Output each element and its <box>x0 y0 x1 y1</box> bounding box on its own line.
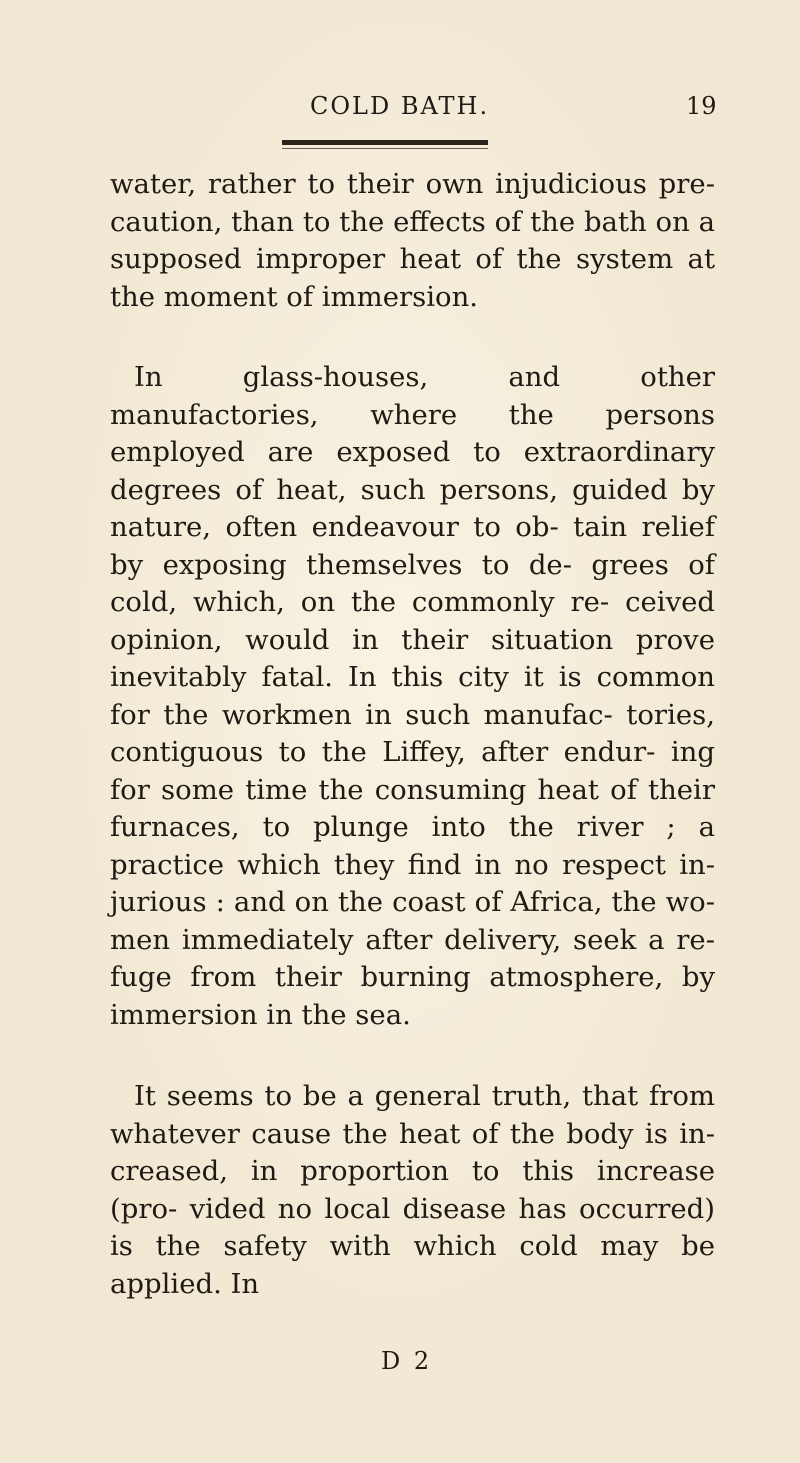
paragraph-continued: water, rather to their own injudicious pre- caution, than to the effects of the bath on a supposed improper heat of the system at the moment of immersion. <box>110 168 715 313</box>
signature-mark: D 2 <box>381 1347 433 1375</box>
page-header <box>0 92 800 132</box>
paragraph-glass-houses: In glass-houses, and other manufactories, where the persons employed are exposed to extraordinary degrees of heat, such persons, guided by nature, often endeavour to ob- tain relief by exposing themselves to de- grees of cold, which, on the commonly re- ceived opinion, would in their situation prove inevitably fatal. In this city it is common for the workmen in such manufac- tories, contiguous to the Liffey, after endur- ing for some time the consuming heat of their furnaces, to plunge into the river ; a practice which they find in no respect in- jurious : and on the coast of Africa, the wo- men immediately after delivery, seek a re- fuge from their burning atmosphere, by immersion in the sea. <box>110 361 715 1031</box>
header-rule-thin <box>282 148 488 149</box>
page-number: 19 <box>686 92 717 120</box>
paragraph-general-truth: It seems to be a general truth, that from whatever cause the heat of the body is in- creased, in proportion to this increase (pro- vided no local disease has occurred) is the safety with which cold may be applied. In <box>110 1080 715 1300</box>
body-text <box>110 166 715 1303</box>
running-title: COLD BATH. <box>310 92 490 120</box>
header-rule <box>282 140 488 145</box>
